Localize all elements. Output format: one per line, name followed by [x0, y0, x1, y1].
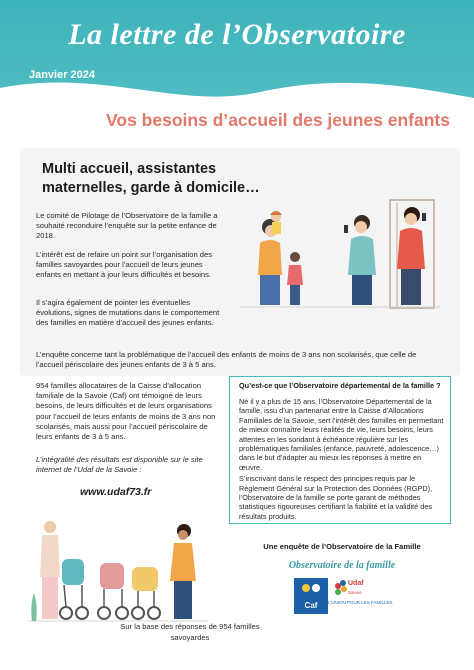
- udaf-logo-tagline: L’UNION POUR LES FAMILLES: [328, 600, 393, 605]
- website-link[interactable]: www.udaf73.fr: [80, 486, 152, 498]
- results-note: L’intégralité des résultats est disponible sur le site internet de l’Udaf de la Savoie :: [36, 455, 203, 475]
- udaf-logo-region: Savoie: [348, 590, 362, 595]
- sub-heading: Multi accueil, assistantes maternelles, garde à domicile…: [42, 161, 260, 196]
- info-box-title: Qu’est-ce que l’Observatoire départemental de la famille ?: [239, 381, 441, 390]
- info-box-paragraph-2: S’inscrivant dans le respect des principes requis par le Règlement Général sur la Protection des Données (RGPD), l’Observatoire de la famille se porte garant de méthodes statistiques rigoureuses certifiant la fiabilité et la validité des résultats produits.: [239, 474, 433, 521]
- intro-paragraph-1: Le comité de Pilotage de l’Observatoire de la famille a souhaité reconduire l’enquête sur la petite enfance de 2018.: [36, 211, 218, 241]
- scope-paragraph: L’enquête concerne tant la problématique de l’accueil des enfants de moins de 3 ans non scolarisés, que celle de l’accueil périscolaire des jeunes enfants de 3 à 5 ans.: [36, 350, 417, 370]
- observatory-name: Observatoire de la famille: [288, 560, 396, 571]
- issue-date: Janvier 2024: [28, 69, 96, 81]
- parents-strollers-illustration: [28, 517, 208, 625]
- issue-number: N° 18: [48, 82, 76, 94]
- family-illustration: [240, 195, 440, 310]
- intro-paragraph-3: Il s’agira également de pointer les éventuelles évolutions, signes de mutations dans le comportement des familles en matière d’accueil des jeunes enfants.: [36, 298, 220, 328]
- observatory-info-box: [229, 376, 451, 524]
- intro-paragraph-2: L’intérêt est de refaire un point sur l’organisation des familles savoyardes pour l’accueil de leurs jeunes enfants en mettant à jour leurs difficultés et besoins.: [36, 250, 213, 280]
- caf-logo-text: Caf: [304, 601, 318, 610]
- survey-credit: Une enquête de l’Observatoire de la Famille: [263, 542, 421, 551]
- info-box-paragraph-1: Né il y a plus de 15 ans, l’Observatoire Départemental de la famille, issu d’un partenariat entre la Caisse d’Allocations Familiales de la Savoie, sert l’intérêt des familles en permettant de mieux connaître leurs réalités de vie, leurs besoins, leurs attentes en les sondant à échéance régulière sur les problématiques familiales (enfance, pauvreté, adolescence…) dans le but d’adapter au mieux les réponses à mettre en œuvre.: [239, 397, 444, 472]
- newsletter-title: La lettre de l’Observatoire: [68, 18, 406, 51]
- udaf-logo-text: Udaf: [348, 580, 364, 587]
- participants-paragraph: 954 familles allocataires de la Caisse d’allocation familiale de la Savoie (Caf) ont témoigné de leurs besoins, de leurs difficultés et de leurs organisations pour l’accueil de leurs enfants de moins de 3 ans non scolarisés, mais aussi pour l’accueil périscolaire de leurs enfants de 3 à 5 ans.: [36, 381, 216, 442]
- main-heading: Vos besoins d’accueil des jeunes enfants: [106, 110, 450, 130]
- sample-footnote: Sur la base des réponses de 954 familles savoyardes: [120, 622, 260, 642]
- info-box-text: [239, 397, 445, 521]
- caf-logo: [294, 578, 328, 614]
